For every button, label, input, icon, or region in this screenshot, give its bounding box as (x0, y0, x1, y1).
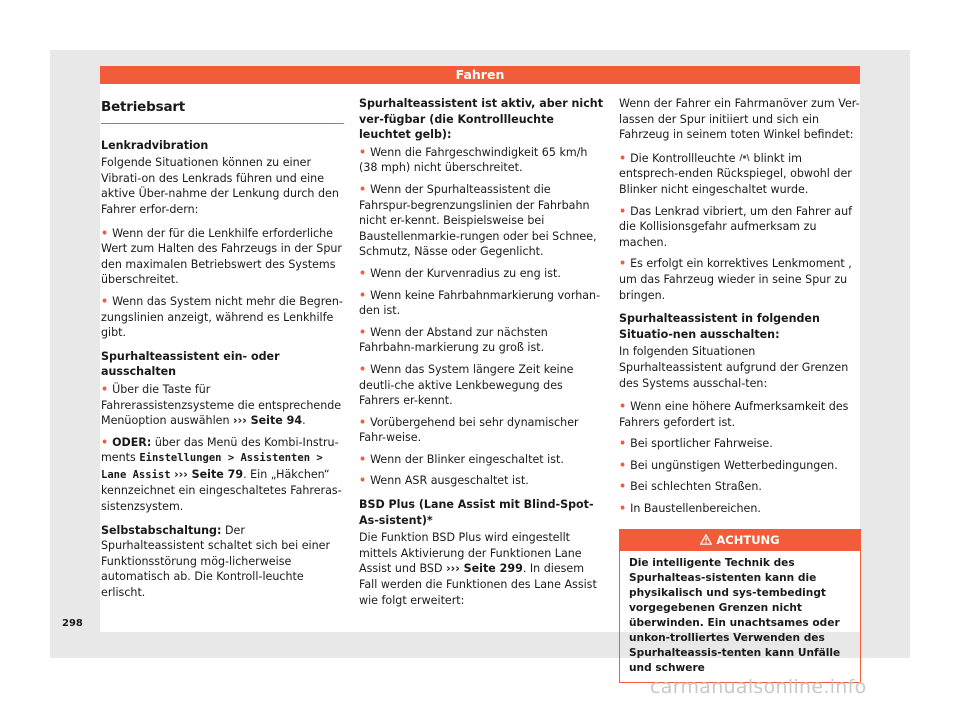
list-item: • Wenn der Kurvenradius zu eng ist. (359, 266, 561, 280)
list-item: • Wenn eine höhere Aufmerksamkeit des Fahrers gefordert ist. (619, 400, 849, 429)
list-item: • Bei schlechten Straßen. (619, 480, 762, 494)
list-item: • Wenn der Blinker eingeschaltet ist. (359, 452, 564, 466)
subheading-aktiv-nicht-verfuegbar: Spurhalteassistent ist aktiv, aber nicht ver-fügbar (die Kontrollleuchte leuchtet gelb): (359, 97, 604, 142)
page-reference-link[interactable]: ››› Seite 79 (174, 467, 244, 481)
paragraph: In folgenden Situationen Spurhalteassistent aufgrund der Grenzen des Systems ausschal-ten: (619, 345, 849, 390)
menu-path: Einstellungen > Assistenten > Lane Assist (101, 452, 323, 481)
column-right (619, 96, 861, 683)
list-item: • Bei sportlicher Fahrweise. (619, 437, 773, 451)
bullet-icon: • (359, 182, 367, 196)
bullet-icon: • (359, 362, 367, 376)
subheading-situationen: Spurhalteassistent in folgenden Situatio-nen ausschalten: (619, 312, 820, 341)
subheading-ein-ausschalten: Spurhalteassistent ein- oder ausschalten (101, 349, 280, 379)
warning-triangle-icon (700, 534, 712, 545)
lane-assist-warning-lamp-icon (739, 152, 750, 162)
list-item: • Es erfolgt ein korrektives Lenkmoment , um das Fahrzeug wieder in seine Spur zu bringen. (619, 257, 852, 302)
bullet-icon: • (359, 266, 367, 280)
paragraph: Die Funktion BSD Plus wird eingestellt mittels Aktivierung der Funktionen Lane Assist und BSD ››› Seite 299. In diesem Fall werden die Funktionen des Lane Assist wie folgt erweitert: (359, 531, 597, 607)
bullet-icon: • (359, 415, 367, 429)
column-left (101, 96, 344, 609)
bullet-icon: • (101, 294, 109, 308)
list-item: • Wenn das System nicht mehr die Begren-zungslinien anzeigt, während es Lenkhilfe gibt. (101, 294, 343, 340)
watermark: carmanualsonline.info (650, 676, 867, 698)
paragraph: Selbstabschaltung: Der Spurhalteassistent schaltet sich bei einer Funktionsstörung mög-licherweise automatisch ab. Die Kontroll-leuchte erlischt. (101, 523, 331, 600)
page-number: 298 (62, 618, 83, 629)
bullet-icon: • (619, 204, 627, 218)
bullet-icon: • (619, 502, 627, 516)
bullet-icon: • (359, 288, 367, 302)
bullet-icon: • (359, 325, 367, 339)
list-item: • Das Lenkrad vibriert, um den Fahrer auf die Kollisionsgefahr aufmerksam zu machen. (619, 204, 853, 249)
bullet-icon: • (359, 452, 367, 466)
list-item: • Über die Taste für Fahrerassistenzsysteme die entsprechende Menüoption auswählen ››› Seite 94. (101, 382, 342, 428)
list-item: • Vorübergehend bei sehr dynamischer Fahr-weise. (359, 415, 579, 445)
list-item: • Wenn das System längere Zeit keine deutli-che aktive Lenkbewegung des Fahrers er-kennt. (359, 362, 574, 408)
bullet-icon: • (619, 257, 627, 271)
warning-text: Die intelligente Technik des Spurhalteas-sistenten kann die physikalisch und sys-tembedingt vorgegebenen Grenzen nicht überwinden. Ein unachtsames oder unkon-trolliertes Verwenden des Spurhalteassis-tenten kann Unfälle und schwere (629, 557, 841, 675)
paragraph: Folgende Situationen können zu einer Vibrati-on des Lenkrads führen und eine aktive Über-nahme der Lenkung durch den Fahrer erfor-dern: (101, 156, 339, 216)
column-middle (359, 96, 604, 616)
bullet-icon: • (359, 145, 367, 159)
chapter-header: Fahren (100, 66, 860, 84)
list-item: • Wenn der Abstand zur nächsten Fahrbahn-markierung zu groß ist. (359, 325, 548, 355)
list-item: • Wenn ASR ausgeschaltet ist. (359, 474, 529, 488)
page-reference-link[interactable]: ››› Seite 299 (446, 562, 523, 576)
bullet-icon: • (101, 435, 109, 449)
list-item: • Die Kontrollleuchte blinkt im entsprech-enden Rückspiegel, obwohl der Blinker nicht eingeschaltet wurde. (619, 151, 852, 196)
bullet-icon: • (619, 480, 627, 494)
list-item: • Wenn der für die Lenkhilfe erforderliche Wert zum Halten des Fahrzeugs in der Spur den maximalen Betriebswert des Systems überschreitet. (101, 226, 342, 287)
list-item: • Bei ungünstigen Wetterbedingungen. (619, 458, 838, 472)
list-item: • Wenn die Fahrgeschwindigkeit 65 km/h (38 mph) nicht überschreitet. (359, 145, 588, 175)
bullet-icon: • (101, 382, 109, 396)
list-item: • Wenn der Spurhalteassistent die Fahrspur-begrenzungslinien der Fahrbahn nicht er-kennt. Beispielsweise bei Baustellenmarkie-rungen oder bei Schnee, Schmutz, Nässe oder Gegenlicht. (359, 182, 597, 259)
warning-box (619, 529, 861, 684)
list-item: • In Baustellenbereichen. (619, 502, 761, 516)
list-item: • Wenn keine Fahrbahnmarkierung vorhan-den ist. (359, 288, 601, 318)
bullet-icon: • (619, 437, 627, 451)
list-item: • ODER: über das Menü des Kombi-Instru-ments Einstellungen > Assistenten > Lane Assist ››› Seite 79. Ein „Häkchen“ kennzeichnet ein eingeschaltetes Fahreras-sistenzsystem. (101, 435, 342, 514)
subheading-lenkradvibration: Lenkradvibration (101, 138, 209, 152)
paragraph: Wenn der Fahrer ein Fahrmanöver zum Ver-lassen der Spur initiiert und sich ein Fahrzeug in seinem toten Winkel befindet: (619, 97, 860, 142)
bullet-icon: • (619, 151, 627, 165)
subheading-bsd-plus: BSD Plus (Lane Assist mit Blind-Spot-As-sistent)* (359, 498, 594, 527)
bullet-icon: • (359, 474, 367, 488)
bullet-icon: • (619, 458, 627, 472)
section-title: Betriebsart (101, 100, 344, 124)
page-reference-link[interactable]: ››› Seite 94 (233, 414, 303, 428)
bullet-icon: • (619, 400, 627, 414)
warning-header: ACHTUNG (620, 530, 860, 552)
bullet-icon: • (101, 226, 109, 240)
